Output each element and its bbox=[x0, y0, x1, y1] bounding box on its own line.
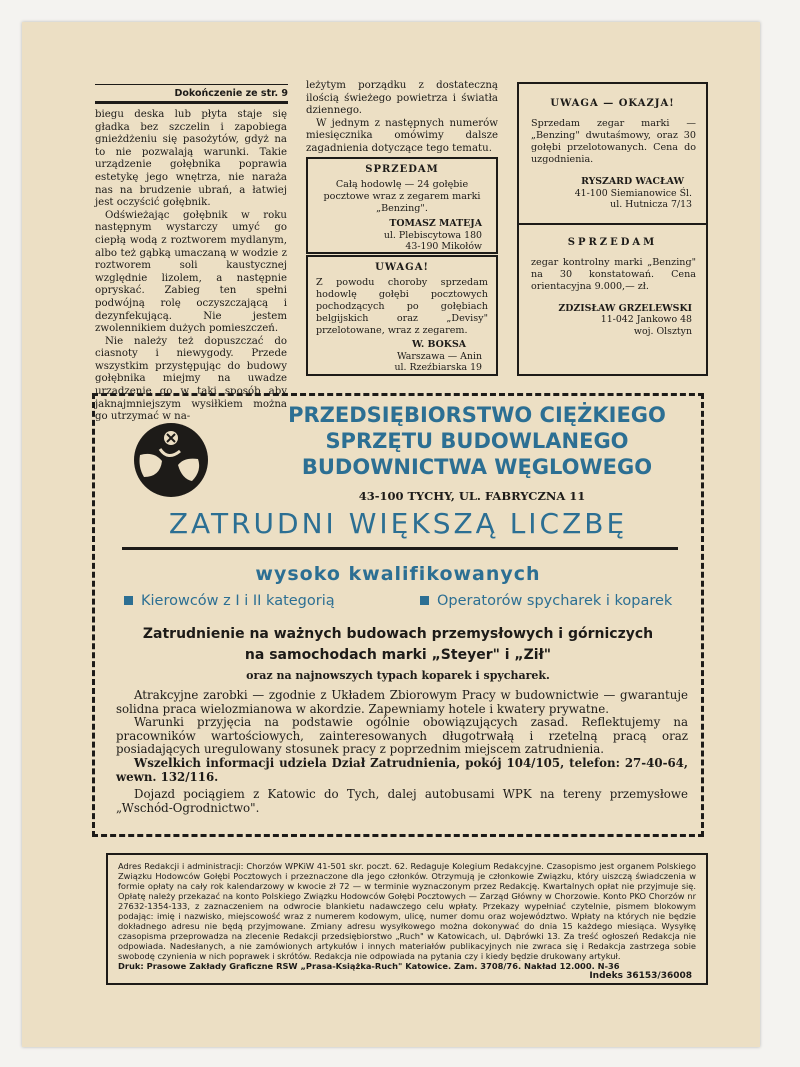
classified-address-1: 11-042 Jankowo 48 bbox=[600, 314, 692, 325]
ad-small-line: oraz na najnowszych typach koparek i spycharek. bbox=[246, 669, 550, 682]
ad-body bbox=[116, 689, 688, 815]
classified-address-1: 41-100 Siemianowice Śl. bbox=[574, 187, 692, 199]
article-column-1 bbox=[95, 109, 287, 424]
ad-paragraph: Atrakcyjne zarobki — zgodnie z Układem Zbiorowym Pracy w budownictwie — gwarantuje solidna praca wielozmianowa w akordzie. Zapewniamy hotele i kwatery prywatne. bbox=[116, 688, 688, 716]
classified-uwaga-boksa bbox=[306, 255, 498, 376]
job-advertisement bbox=[92, 393, 704, 837]
header-rule bbox=[95, 101, 288, 104]
article-paragraph: Nie należy też dopuszczać do ciasnoty i niewygody. Przede wszystkim przystępując do budowy gołębnika miejmy na uwadze urządzenie go w taki sposób aby jaknajmniejszym wysiłkiem można go utrzymać w na- bbox=[95, 335, 287, 423]
classified-divider bbox=[519, 223, 706, 225]
classified-address-1: Warszawa — Anin bbox=[396, 350, 482, 362]
company-name-line-2: SPRZĘTU BUDOWLANEGO bbox=[325, 429, 629, 453]
classified-title: SPRZEDAM bbox=[567, 236, 658, 248]
classified-title: UWAGA — OKAZJA! bbox=[550, 98, 675, 109]
article-column-2 bbox=[306, 80, 498, 156]
classified-address-2: woj. Olsztyn bbox=[633, 325, 692, 337]
ad-paragraph: Warunki przyjęcia na podstawie ogólnie obowiązujących zasad. Reflektujemy na pracowników wartościowych, zainteresowanych długotrwałą i rzetelną pracą oraz posiadających uregulowany stosunek pracy z poprzednim miejscem zatrudnienia. bbox=[116, 715, 688, 757]
classified-name: W. BOKSA bbox=[411, 339, 466, 350]
classified-text: Sprzedam zegar marki — „Benzing" dwutaśmowy, oraz 30 gołębi przelotowanych. Cena do uzgodnienia. bbox=[531, 118, 696, 165]
continued-note bbox=[95, 84, 288, 99]
continued-label: Dokończenie ze str. 9 bbox=[174, 88, 288, 99]
classified-title: UWAGA! bbox=[375, 262, 429, 273]
ad-bold-line-1: Zatrudnienie na ważnych budowach przemysłowych i górniczych bbox=[142, 626, 654, 642]
imprint-index: Indeks 36153/36008 bbox=[589, 971, 692, 981]
company-address: 43-100 TYCHY, UL. FABRYCZNA 11 bbox=[358, 489, 586, 503]
article-paragraph: biegu deska lub płyta staje się gładka bez szczelin i zapobiega gnieżdżeniu się pasożytów, gdyż na to nie pozwalają warunki. Takie urządzenie gołębnika poprawia estetykę jego wnętrza, nie naraża nas na brudzenie ubrań, a łatwiej jest oczyścić gołębnik. bbox=[95, 109, 287, 209]
position-label: Operatorów spycharek i koparek bbox=[437, 593, 673, 609]
classified-title: SPRZEDAM bbox=[365, 164, 439, 175]
classified-sprzedam-mateja bbox=[306, 157, 498, 254]
classified-address-2: ul. Hutnicza 7/13 bbox=[610, 199, 692, 210]
ad-paragraph: Dojazd pociągiem z Katowic do Tych, dalej autobusami WPK na tereny przemysłowe „Wschód-Ogrodnictwo". bbox=[116, 787, 688, 815]
company-name-line-3: BUDOWNICTWA WĘGLOWEGO bbox=[301, 455, 653, 479]
classified-text: Całą hodowlę — 24 gołębie pocztowe wraz z zegarem marki „Benzing". bbox=[323, 179, 481, 214]
headline-underline bbox=[122, 547, 678, 550]
classified-name: ZDZISŁAW GRZELEWSKI bbox=[558, 302, 692, 314]
ad-subheadline: wysoko kwalifikowanych bbox=[255, 563, 541, 585]
classified-address-1: ul. Plebiscytowa 180 bbox=[383, 229, 482, 241]
ad-paragraph: Wszelkich informacji udziela Dział Zatrudnienia, pokój 104/105, telefon: 27-40-64, wewn. 132/116. bbox=[116, 755, 688, 784]
position-kierowcow bbox=[124, 593, 384, 609]
article-paragraph: leżytym porządku z dostateczną ilością świeżego powietrza i światła dziennego. bbox=[306, 80, 498, 117]
classified-text: zegar kontrolny marki „Benzing" na 30 konstatowań. Cena orientacyjna 9.000,— zł. bbox=[531, 256, 696, 292]
bullet-square-icon bbox=[420, 596, 429, 605]
classified-name: RYSZARD WACŁAW bbox=[581, 176, 684, 187]
imprint-print-info: Druk: Prasowe Zakłady Graficzne RSW „Prasa-Książka-Ruch" Katowice. Zam. 3708/76. Nakład 12.000. N-36 bbox=[118, 961, 620, 971]
company-name-line-1: PRZEDSIĘBIORSTWO CIĘŻKIEGO bbox=[288, 403, 666, 427]
position-label: Kierowców z I i II kategorią bbox=[141, 593, 335, 609]
classified-text: Z powodu choroby sprzedam hodowlę gołębi pocztowych pochodzących po gołębiach belgijskich oraz „Devisy" przelotowane, wraz z zegarem. bbox=[316, 277, 488, 336]
position-operatorow bbox=[420, 593, 700, 609]
ad-headline: ZATRUDNI WIĘKSZĄ LICZBĘ bbox=[168, 507, 628, 540]
bullet-square-icon bbox=[124, 596, 133, 605]
imprint-box bbox=[106, 853, 708, 985]
company-logo bbox=[132, 421, 210, 499]
classified-name: TOMASZ MATEJA bbox=[389, 218, 482, 229]
imprint-text: Adres Redakcji i administracji: Chorzów WPKiW 41-501 skr. poczt. 62. Redaguje Kolegium Redakcyjne. Czasopismo jest organem Polskiego Związku Hodowców Gołębi Pocztowych i przeznaczone dla jego członków. Otrzymują je członkowie Związku, który uiszczą świadczenia w formie opłaty na cały rok kalendarzowy w kwocie zł 72 — w terminie wyznaczonym przez Redakcję. Kwartalnych opłat nie przyjmuje się. Opłatę należy przekazać na konto Polskiego Związku Hodowców Gołębi Pocztowych — Zarząd Główny w Chorzowie. Konto PKO Chorzów nr 27632-1354-133, z zaznaczeniem na odwrocie blankietu nadawczego celu wpłaty. Przekazy wypełniać czytelnie, pismem blokowym podając: imię i nazwisko, miejscowość wraz z numerem kodowym, ulicę, numer domu oraz województwo. Wpłaty na których nie będzie dokładnego adresu nie będą przyjmowane. Zmiany adresu wysyłkowego można dokonywać do dnia 15 każdego miesiąca. Wysyłkę czasopisma przeprowadza na zlecenie Redakcji przedsiębiorstwo „Ruch" w Katowicach, ul. Dąbrówki 13. Za treść ogłoszeń Redakcja nie odpowiada. Nadesłanych, a nie zamówionych artykułów i innych materiałów publikacyjnych nie zwraca się i Redakcja zastrzega sobie swobodę czynienia w nich poprawek i skrótów. Redakcja nie odpowiada na pytania czy i kiedy będzie drukowany artykuł. bbox=[118, 861, 696, 961]
classified-address-2: ul. Rzeźbiarska 19 bbox=[394, 362, 482, 373]
article-paragraph: W jednym z następnych numerów miesięcznika omówimy dalsze zagadnienia dotyczące tego tematu. bbox=[306, 117, 498, 154]
article-paragraph: Odświeżając gołębnik w roku następnym wystarczy umyć go ciepłą wodą z roztworem mydlanym, albo też gąbką umaczaną w wodzie z roztworem soli kaustycznej względnie lizolem, a następnie opryskać. Zabieg ten spełni podwójną rolę oczyszczającą i dezynfekującą. Nie jestem zwolennikiem dużych pomieszczeń. bbox=[95, 209, 287, 335]
classified-address-2: 43-190 Mikołów bbox=[405, 241, 482, 252]
ad-bold-line-2: na samochodach marki „Steyer" i „Ził" bbox=[244, 647, 552, 663]
classified-right-frame bbox=[517, 82, 708, 376]
